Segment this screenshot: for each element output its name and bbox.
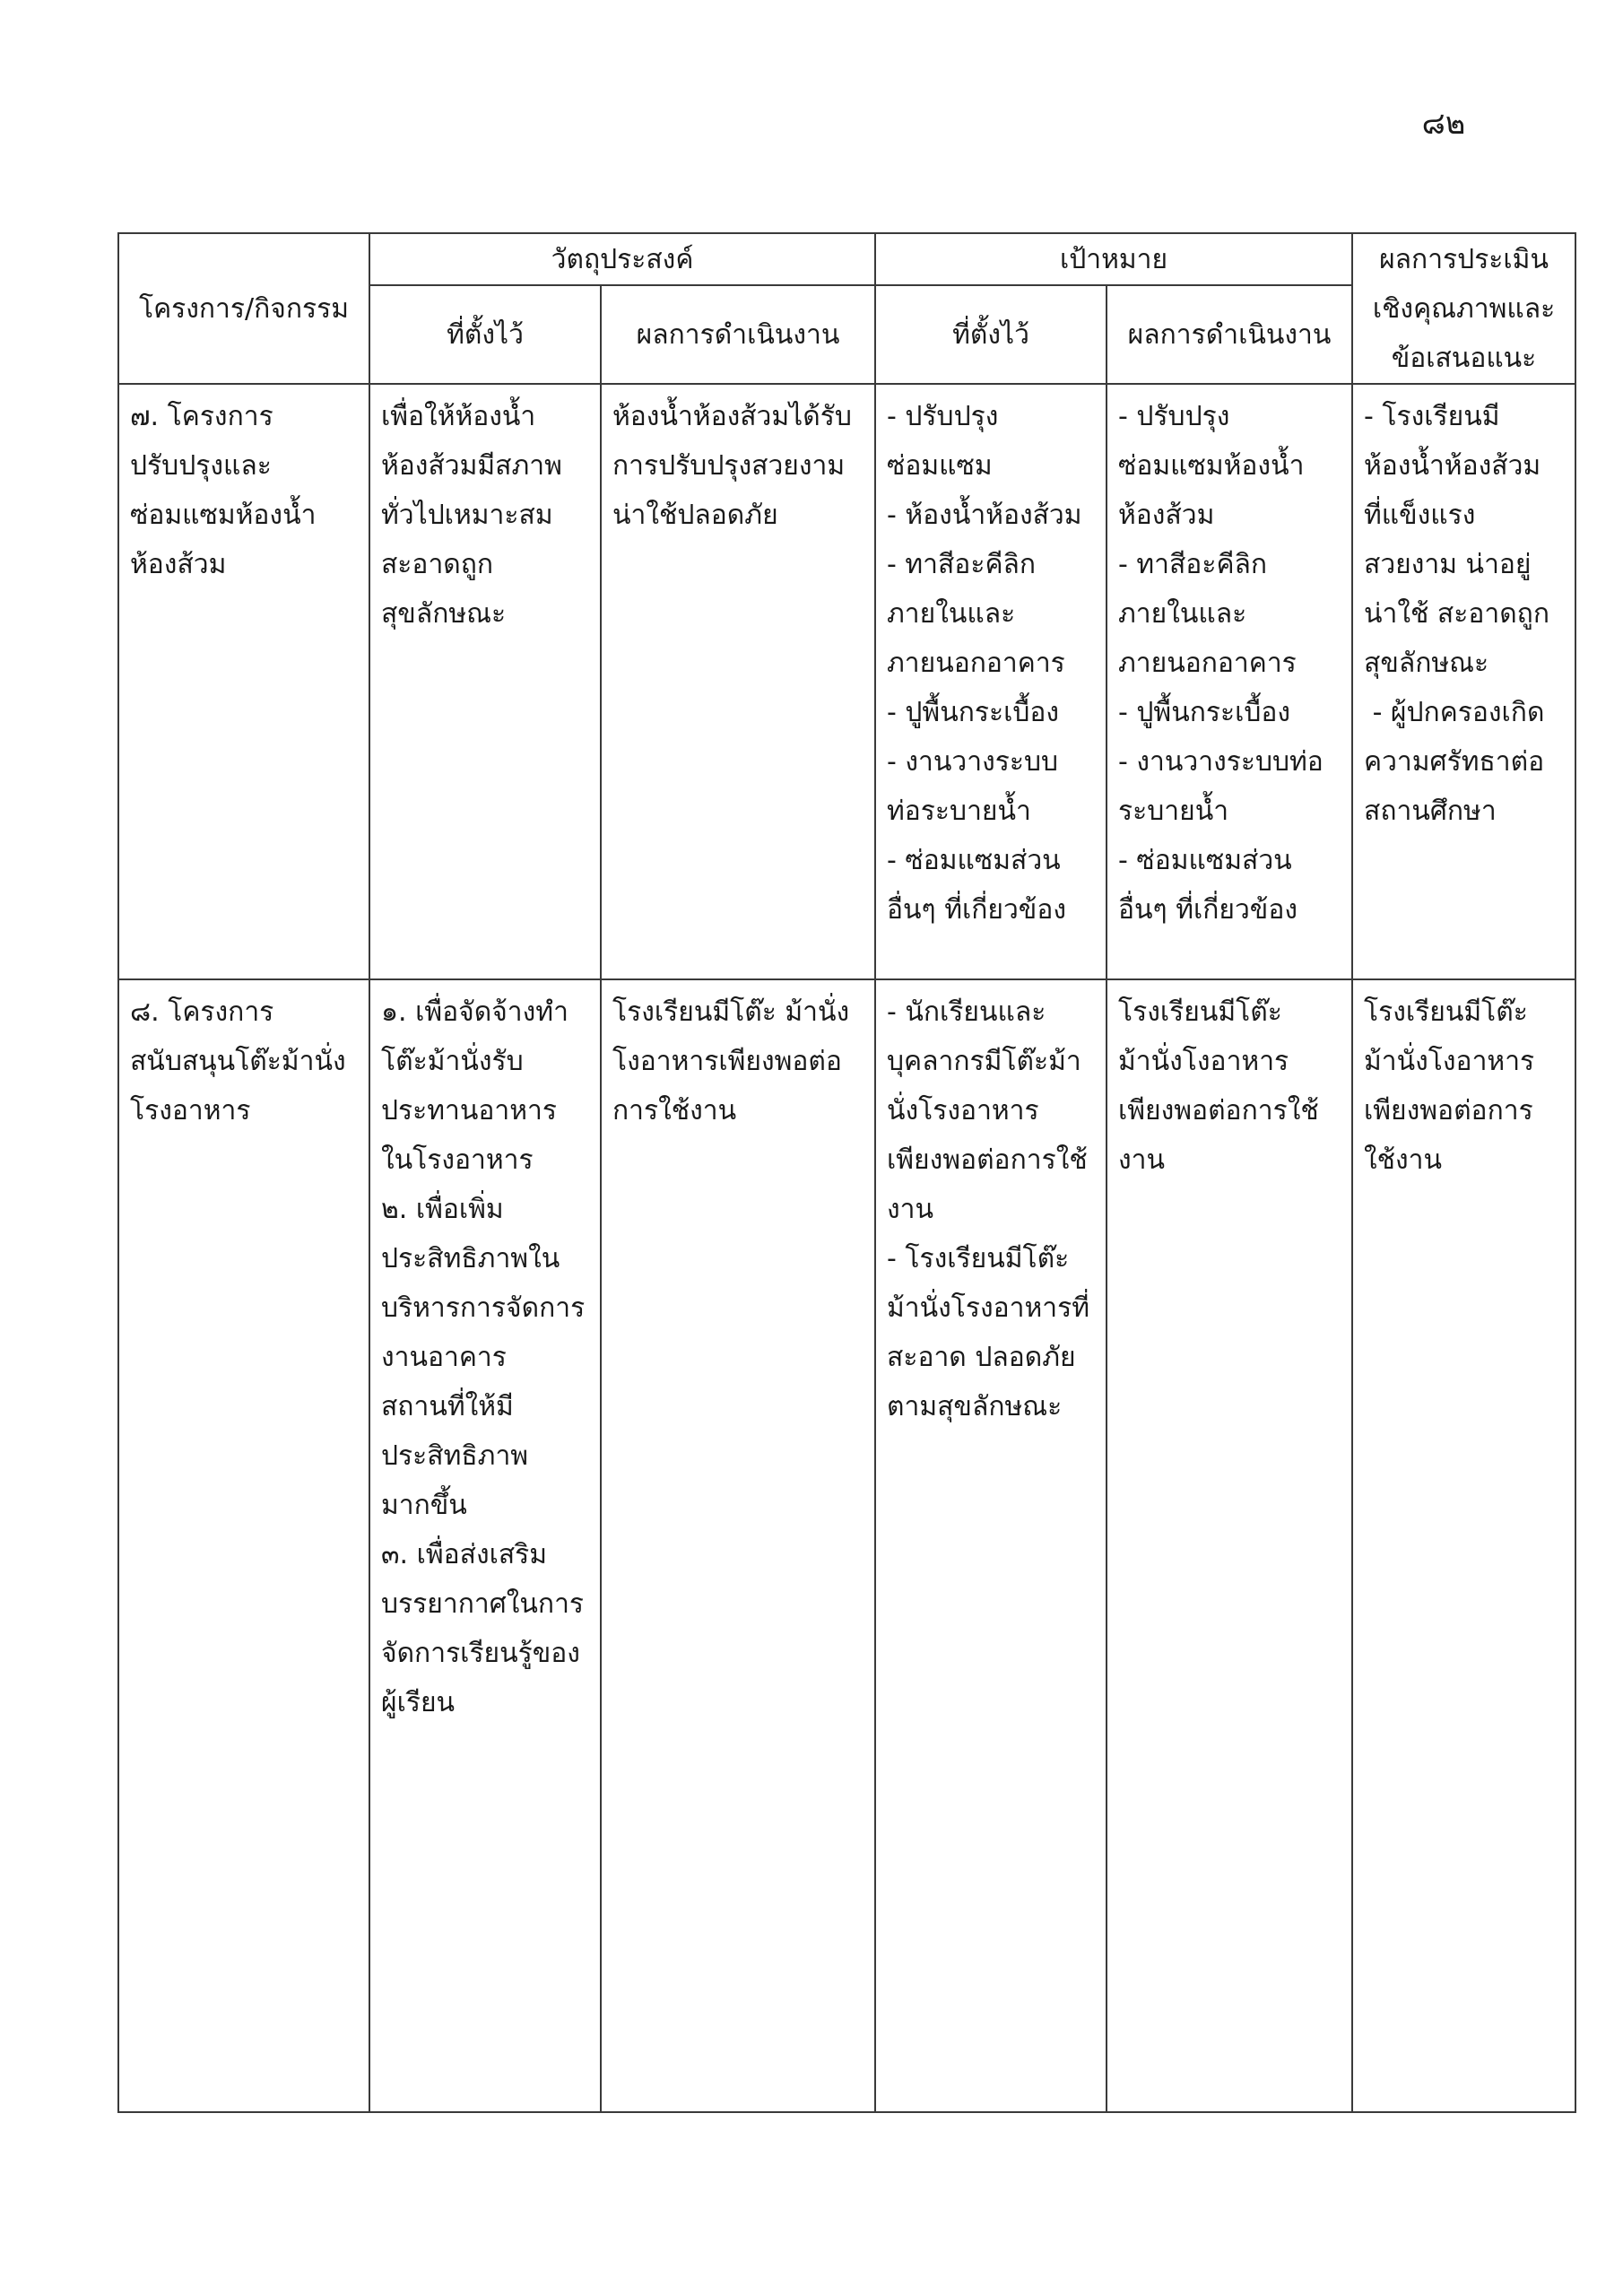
- target-result-cell: [1107, 384, 1352, 979]
- table-row: [118, 979, 1575, 2112]
- project-cell: [118, 979, 369, 2112]
- target-result-header: ผลการดำเนินงาน: [1107, 285, 1352, 384]
- cell-line: - ซ่อมแซมส่วน: [887, 845, 1061, 876]
- evaluation-column-header: ผลการประเมินเชิงคุณภาพและข้อเสนอแนะ: [1352, 233, 1575, 384]
- cell-line: น่าใช้ปลอดภัย: [612, 500, 778, 531]
- objective-planned-cell: [369, 384, 601, 979]
- cell-line: ตามสุขลักษณะ: [887, 1391, 1063, 1422]
- cell-line: ท่อระบายน้ำ: [887, 796, 1031, 827]
- page-number: ๘๒: [1421, 106, 1466, 142]
- cell-line: อื่นๆ ที่เกี่ยวข้อง: [1118, 894, 1298, 926]
- cell-line: งาน: [887, 1194, 934, 1225]
- cell-line: โรงเรียนมีโต๊ะ ม้านั่ง: [612, 996, 850, 1028]
- cell-line: - นักเรียนและ: [887, 996, 1046, 1028]
- cell-line: โต๊ะม้านั่งรับ: [381, 1046, 524, 1077]
- project-column-header: โครงการ/กิจกรรม: [118, 233, 369, 384]
- cell-line: - โรงเรียนมีโต๊ะ: [887, 1243, 1070, 1274]
- cell-line: ระบายน้ำ: [1118, 796, 1229, 827]
- cell-line: - งานวางระบบท่อ: [1118, 746, 1324, 778]
- cell-line: ห้องน้ำห้องส้วม: [1364, 450, 1541, 482]
- cell-line: อื่นๆ ที่เกี่ยวข้อง: [887, 894, 1066, 926]
- cell-line: ใช้งาน: [1364, 1144, 1443, 1176]
- cell-line: - ปูพื้นกระเบื้อง: [1118, 697, 1291, 728]
- cell-line: - งานวางระบบ: [887, 746, 1059, 778]
- cell-line: ในโรงอาหาร: [381, 1144, 534, 1176]
- cell-line: ภายนอกอาคาร: [1118, 648, 1297, 679]
- cell-line: ประทานอาหาร: [381, 1095, 557, 1126]
- cell-line: ห้องส้วม: [1118, 500, 1215, 531]
- cell-line: ประสิทธิภาพใน: [381, 1243, 560, 1274]
- evaluation-cell: [1352, 384, 1575, 979]
- project-evaluation-table: [117, 232, 1576, 2113]
- objective-result-header: ผลการดำเนินงาน: [601, 285, 875, 384]
- cell-line: ๗. โครงการ: [130, 401, 273, 432]
- cell-line: ม้านั่งโงอาหาร: [1118, 1046, 1289, 1077]
- cell-line: ความศรัทธาต่อ: [1364, 746, 1545, 778]
- cell-line: จัดการเรียนรู้ของ: [381, 1638, 580, 1669]
- cell-line: สถานที่ให้มี: [381, 1391, 514, 1422]
- objective-planned-cell: [369, 979, 601, 2112]
- cell-line: งาน: [1118, 1144, 1166, 1176]
- cell-line: - ซ่อมแซมส่วน: [1118, 845, 1292, 876]
- cell-line: สนับสนุนโต๊ะม้านั่ง: [130, 1046, 346, 1077]
- cell-line: - ทาสีอะคีลิก: [887, 549, 1037, 580]
- table-row: [118, 384, 1575, 979]
- target-planned-header: ที่ตั้งไว้: [875, 285, 1107, 384]
- cell-line: งานอาคาร: [381, 1342, 507, 1373]
- cell-line: ห้องน้ำห้องส้วมได้รับ: [612, 401, 852, 432]
- cell-line: เพียงพอต่อการ: [1364, 1095, 1533, 1126]
- cell-line: ประสิทธิภาพ: [381, 1440, 529, 1472]
- cell-line: - ทาสีอะคีลิก: [1118, 549, 1268, 580]
- cell-line: ซ่อมแซมห้องน้ำ: [130, 500, 317, 531]
- target-planned-cell: [875, 384, 1107, 979]
- cell-line: สวยงาม น่าอยู่: [1364, 549, 1532, 580]
- cell-line: ที่แข็งแรง: [1364, 500, 1476, 531]
- cell-line: ทั่วไปเหมาะสม: [381, 500, 553, 531]
- cell-line: การใช้งาน: [612, 1095, 737, 1126]
- cell-line: ภายในและ: [1118, 598, 1247, 630]
- cell-line: โรงอาหาร: [130, 1095, 251, 1126]
- cell-line: - ปรับปรุง: [1118, 401, 1230, 432]
- cell-line: สะอาด ปลอดภัย: [887, 1342, 1076, 1373]
- evaluation-cell: [1352, 979, 1575, 2112]
- cell-line: - ปรับปรุง: [887, 401, 999, 432]
- cell-line: ม้านั่งโรงอาหารที่: [887, 1292, 1090, 1324]
- objective-result-cell: [601, 979, 875, 2112]
- cell-line: ผู้เรียน: [381, 1687, 456, 1718]
- cell-line: ภายในและ: [887, 598, 1016, 630]
- project-cell: [118, 384, 369, 979]
- cell-line: ๓. เพื่อส่งเสริม: [381, 1539, 548, 1570]
- objective-result-cell: [601, 384, 875, 979]
- cell-line: บรรยากาศในการ: [381, 1588, 585, 1620]
- cell-line: ๒. เพื่อเพิ่ม: [381, 1194, 504, 1225]
- cell-line: - ห้องน้ำห้องส้วม: [887, 500, 1082, 531]
- cell-line: สะอาดถูก: [381, 549, 494, 580]
- cell-line: ซ่อมแซม: [887, 450, 993, 482]
- cell-line: สุขลักษณะ: [381, 598, 507, 630]
- cell-line: สุขลักษณะ: [1364, 648, 1489, 679]
- cell-line: เพียงพอต่อการใช้: [1118, 1095, 1319, 1126]
- target-result-cell: [1107, 979, 1352, 2112]
- cell-line: บริหารการจัดการ: [381, 1292, 586, 1324]
- cell-line: ปรับปรุงและ: [130, 450, 272, 482]
- cell-line: มากขึ้น: [381, 1490, 467, 1521]
- cell-line: ๘. โครงการ: [130, 996, 274, 1028]
- cell-line: สถานศึกษา: [1364, 796, 1497, 827]
- cell-line: ม้านั่งโงอาหาร: [1364, 1046, 1535, 1077]
- cell-line: ห้องส้วม: [130, 549, 227, 580]
- cell-line: ห้องส้วมมีสภาพ: [381, 450, 562, 482]
- cell-line: การปรับปรุงสวยงาม: [612, 450, 846, 482]
- objective-planned-header: ที่ตั้งไว้: [369, 285, 601, 384]
- cell-line: ๑. เพื่อจัดจ้างทำ: [381, 996, 568, 1028]
- cell-line: - ผู้ปกครองเกิด: [1364, 697, 1545, 728]
- cell-line: - ปูพื้นกระเบื้อง: [887, 697, 1060, 728]
- cell-line: - โรงเรียนมี: [1364, 401, 1500, 432]
- cell-line: ซ่อมแซมห้องน้ำ: [1118, 450, 1305, 482]
- cell-line: โรงเรียนมีโต๊ะ: [1118, 996, 1282, 1028]
- cell-line: โรงเรียนมีโต๊ะ: [1364, 996, 1528, 1028]
- cell-line: บุคลากรมีโต๊ะม้า: [887, 1046, 1081, 1077]
- target-group-header: เป้าหมาย: [875, 233, 1352, 285]
- cell-line: น่าใช้ สะอาดถูก: [1364, 598, 1550, 630]
- cell-line: โงอาหารเพียงพอต่อ: [612, 1046, 842, 1077]
- cell-line: เพื่อให้ห้องน้ำ: [381, 401, 536, 432]
- cell-line: เพียงพอต่อการใช้: [887, 1144, 1088, 1176]
- cell-line: นั่งโรงอาหาร: [887, 1095, 1039, 1126]
- target-planned-cell: [875, 979, 1107, 2112]
- objective-group-header: วัตถุประสงค์: [369, 233, 875, 285]
- cell-line: ภายนอกอาคาร: [887, 648, 1065, 679]
